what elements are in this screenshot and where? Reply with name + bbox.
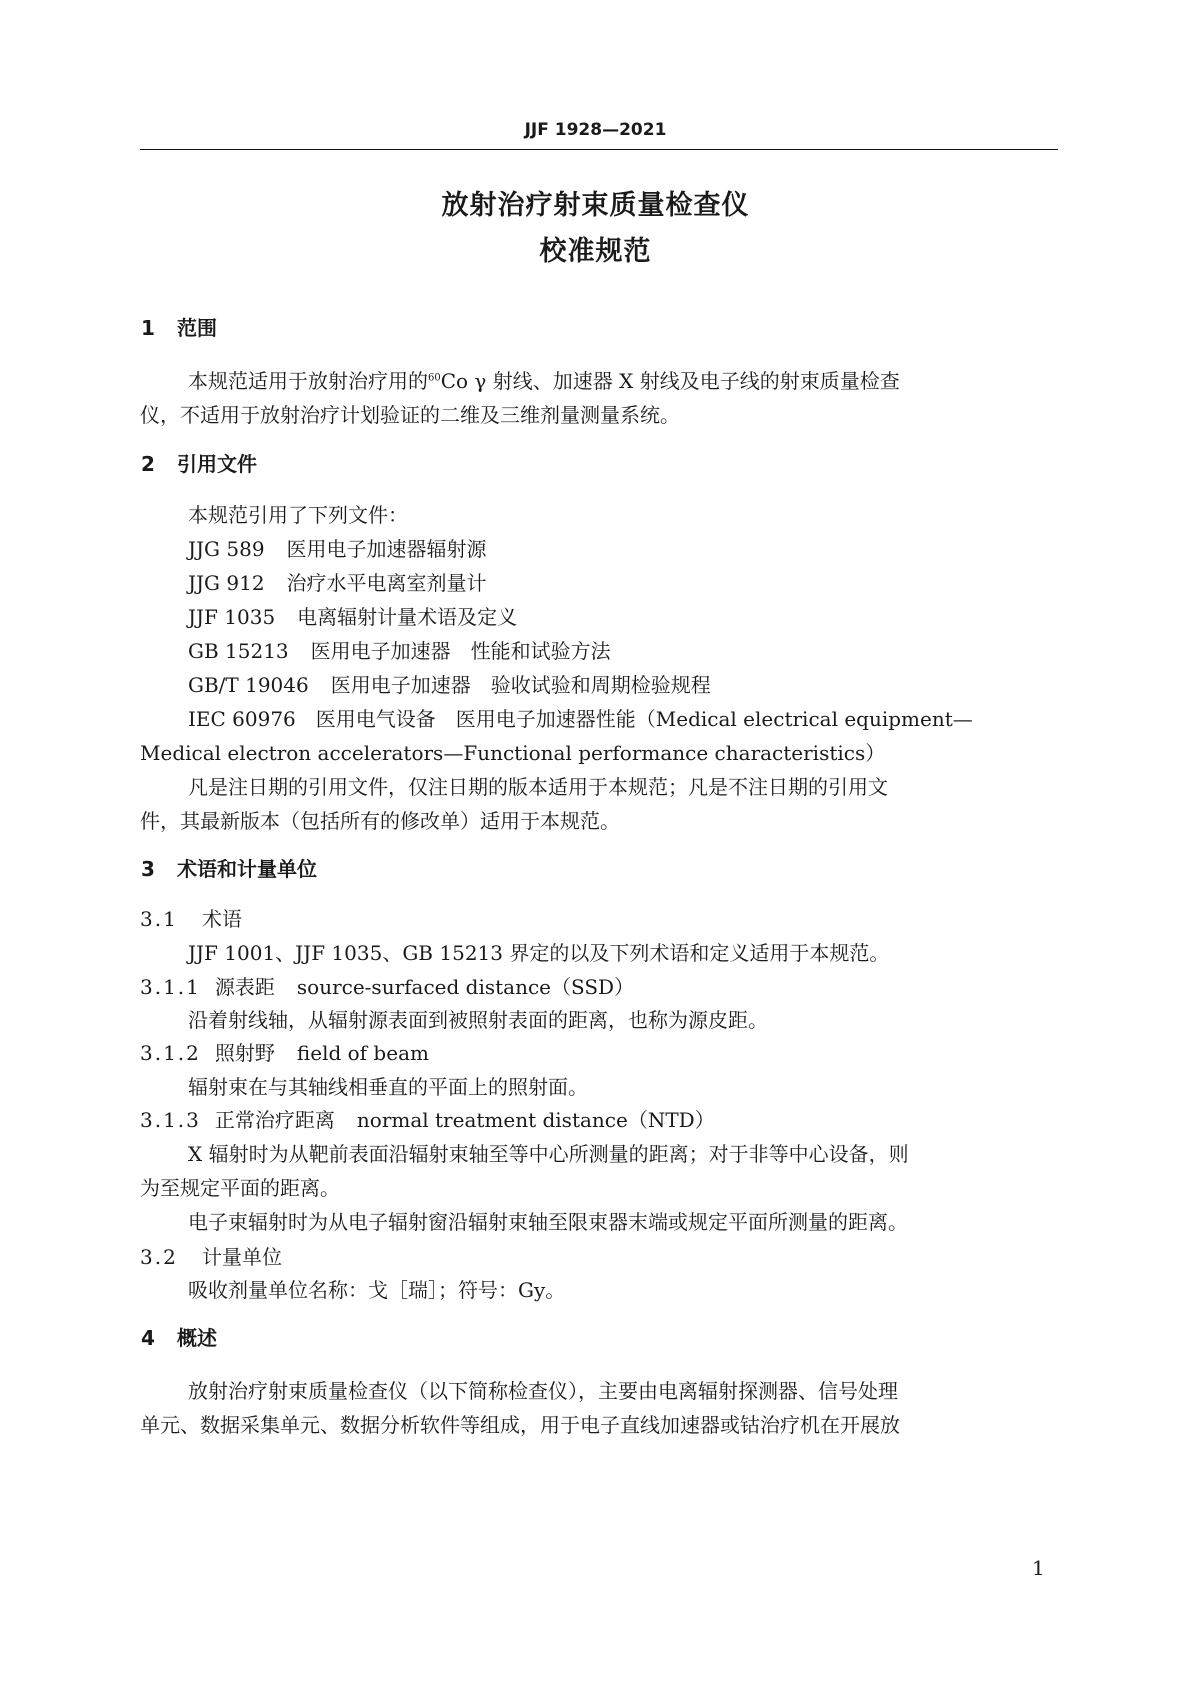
subsection-number: 3.2 xyxy=(140,1245,178,1269)
term-3-1-1-definition: 沿着射线轴，从辐射源表面到被照射表面的距离，也称为源皮距。 xyxy=(188,1008,768,1032)
section-number: 2 xyxy=(141,452,155,476)
reference-code: GB 15213 xyxy=(188,639,289,663)
reference-code: JJG 912 xyxy=(188,571,265,595)
reference-title: 医用电子加速器 验收试验和周期检验规程 xyxy=(330,673,711,697)
subsection-3-2-heading xyxy=(140,1241,282,1270)
subsection-3-2-text: 吸收剂量单位名称：戈［瑞］；符号：Gy。 xyxy=(188,1278,566,1302)
references-intro: 本规范引用了下列文件： xyxy=(188,503,408,527)
reference-iec-line1: IEC 60976 医用电气设备 医用电子加速器性能（Medical electrical equipment— xyxy=(188,707,973,731)
term-name: 照射野 xyxy=(214,1041,275,1065)
section-4-paragraph-line1: 放射治疗射束质量检查仪（以下简称检查仪），主要由电离辐射探测器、信号处理 xyxy=(188,1379,898,1403)
section-title: 术语和计量单位 xyxy=(177,857,317,881)
page-number: 1 xyxy=(1032,1556,1045,1580)
document-header-code: JJF 1928—2021 xyxy=(524,120,667,140)
term-name: 源表距 xyxy=(214,975,275,999)
term-3-1-3-definition-line3: 电子束辐射时为从电子辐射窗沿辐射束轴至限束器末端或规定平面所测量的距离。 xyxy=(188,1210,908,1234)
subsection-title: 计量单位 xyxy=(202,1245,282,1269)
subsection-3-1-heading xyxy=(140,903,242,932)
references-note-line2: 件，其最新版本（包括所有的修改单）适用于本规范。 xyxy=(140,809,620,833)
section-4-paragraph-line2: 单元、数据采集单元、数据分析软件等组成，用于电子直线加速器或钴治疗机在开展放 xyxy=(140,1413,900,1437)
section-title: 引用文件 xyxy=(177,452,257,476)
section-number: 4 xyxy=(141,1326,155,1350)
document-title-line1: 放射治疗射束质量检查仪 xyxy=(441,190,750,221)
term-name: 正常治疗距离 xyxy=(214,1108,335,1132)
references-note-line1: 凡是注日期的引用文件，仅注日期的版本适用于本规范；凡是不注日期的引用文 xyxy=(188,775,888,799)
term-number: 3.1.3 xyxy=(140,1108,201,1132)
reference-title: 医用电子加速器辐射源 xyxy=(286,537,487,561)
term-number: 3.1.1 xyxy=(140,975,201,999)
text-run: Co γ 射线、加速器 X 射线及电子线的射束质量检查 xyxy=(440,369,900,393)
reference-item xyxy=(188,599,517,635)
reference-item xyxy=(188,531,487,567)
section-1-heading xyxy=(141,312,217,341)
term-english: normal treatment distance（NTD） xyxy=(356,1108,715,1132)
text-run: 本规范适用于放射治疗用的 xyxy=(188,369,428,393)
section-title: 范围 xyxy=(177,316,217,340)
section-3-heading xyxy=(141,853,317,882)
reference-title: 医用电子加速器 性能和试验方法 xyxy=(310,639,611,663)
term-3-1-2-definition: 辐射束在与其轴线相垂直的平面上的照射面。 xyxy=(188,1075,588,1099)
subsection-3-1-text: JJF 1001、JJF 1035、GB 15213 界定的以及下列术语和定义适用于本规范。 xyxy=(188,941,890,965)
term-english: field of beam xyxy=(296,1041,429,1065)
subsection-title: 术语 xyxy=(202,907,242,931)
term-3-1-2-heading xyxy=(140,1037,429,1066)
reference-item xyxy=(188,667,711,703)
subsection-number: 3.1 xyxy=(140,907,178,931)
reference-code: GB/T 19046 xyxy=(188,673,309,697)
section-title: 概述 xyxy=(177,1326,217,1350)
reference-code: JJG 589 xyxy=(188,537,265,561)
reference-item xyxy=(188,565,487,601)
section-4-heading xyxy=(141,1322,217,1351)
header-rule xyxy=(140,149,1058,150)
section-number: 3 xyxy=(141,857,155,881)
section-2-heading xyxy=(141,448,257,477)
term-number: 3.1.2 xyxy=(140,1041,201,1065)
term-3-1-1-heading xyxy=(140,971,634,1000)
reference-code: JJF 1035 xyxy=(188,605,276,629)
term-english: source-surfaced distance（SSD） xyxy=(296,975,635,999)
document-title-line2: 校准规范 xyxy=(539,236,652,267)
term-3-1-3-heading xyxy=(140,1104,715,1133)
reference-item xyxy=(188,633,611,669)
term-3-1-3-definition-line2: 为至规定平面的距离。 xyxy=(140,1176,340,1200)
section-number: 1 xyxy=(141,316,155,340)
section-1-paragraph-line2: 仪，不适用于放射治疗计划验证的二维及三维剂量测量系统。 xyxy=(140,403,680,427)
reference-title: 电离辐射计量术语及定义 xyxy=(297,605,518,629)
isotope-superscript: 60 xyxy=(428,372,441,384)
term-3-1-3-definition-line1: X 辐射时为从靶前表面沿辐射束轴至等中心所测量的距离；对于非等中心设备，则 xyxy=(188,1142,909,1166)
reference-title: 治疗水平电离室剂量计 xyxy=(286,571,487,595)
section-1-paragraph-line1 xyxy=(188,363,900,399)
reference-iec-line2: Medical electron accelerators—Functional performance characteristics） xyxy=(140,741,886,765)
